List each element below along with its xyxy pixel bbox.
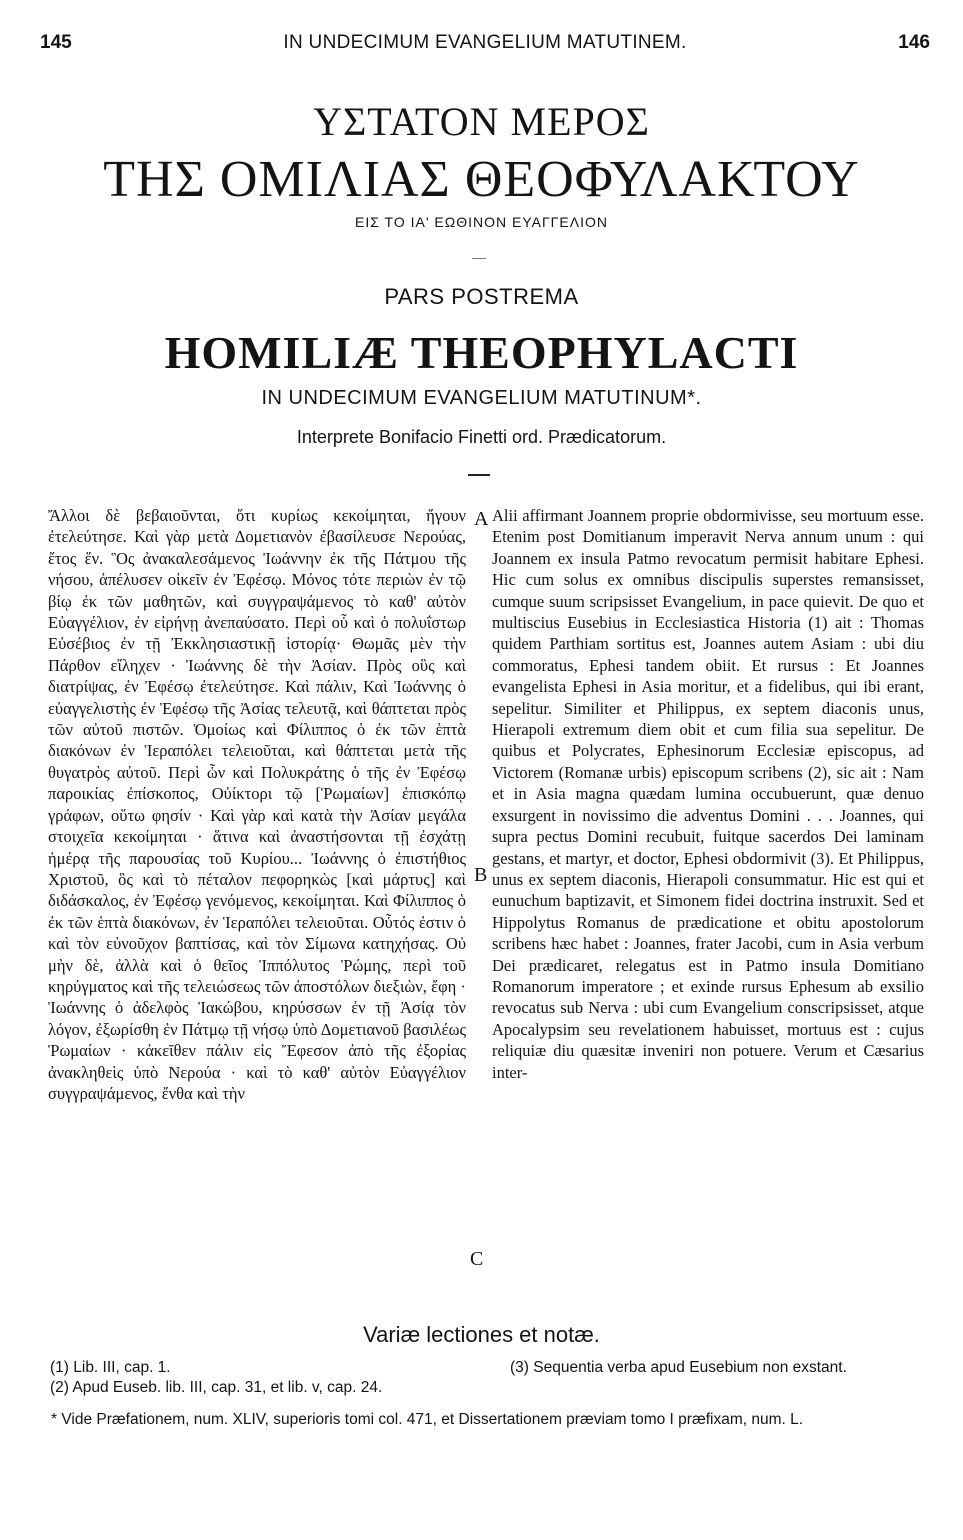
greek-title-line-1: ΥΣΤΑΤΟΝ ΜΕΡΟΣ xyxy=(313,99,650,144)
running-title: IN UNDECIMUM EVANGELIUM MATUTINEM. xyxy=(283,32,687,53)
running-header xyxy=(40,32,930,60)
page-number-left: 145 xyxy=(40,32,72,53)
margin-marker-c: C xyxy=(470,1248,484,1270)
note-2: (2) Apud Euseb. lib. III, cap. 31, et lib. v, cap. 24. xyxy=(50,1379,383,1396)
latin-title-line-2: HOMILIÆ THEOPHYLACTI xyxy=(164,327,799,378)
notes-heading: Variæ lectiones et notæ. xyxy=(363,1322,600,1347)
latin-column xyxy=(492,505,924,1083)
note-3: (3) Sequentia verba apud Eusebium non exstant. xyxy=(510,1359,847,1376)
margin-marker-b: B xyxy=(474,864,488,886)
latin-title-line-1: PARS POSTREMA xyxy=(384,284,579,309)
translator-line: Interprete Bonifacio Finetti ord. Prædicatorum. xyxy=(296,427,667,447)
greek-paragraph: Ἄλλοι δὲ βεβαιοῦνται, ὅτι κυρίως κεκοίμηται, ἤγουν ἐτελεύτησε. Καὶ γὰρ μετὰ Δομετιανὸν ἐβασίλευσε Νερούας, ἔτος ἕν. Ὃς ἀνακαλεσάμενος Ἰωάννην ἐκ τῆς Πάτμου τῆς νήσου, ἀπέλυσεν οἰκεῖν ἐν Ἐφέσῳ. Μόνος τότε περιὼν ἐν τῷ βίῳ ἐκ τῶν μαθητῶν, καὶ συγγραψάμενος τὸ καθ' αὐτὸν Εὐαγγέλιον, ἐν εἰρήνῃ ἀνεπαύσατο. Περὶ οὗ καὶ ὁ πολυΐστωρ Εὐσέβιος ἐν τῇ Ἐκκλησιαστικῇ ἱστορίᾳ· Θωμᾶς μὲν τὴν Πάρθον εἴληχεν · Ἰωάννης δὲ τὴν Ἀσίαν. Πρὸς οὓς καὶ διατρίψας, ἐν Ἐφέσῳ ἐτελεύτησε. Καὶ πάλιν, Καὶ Ἰωάννης ὁ εὐαγγελιστὴς ἐν Ἐφέσῳ τῆς Ἀσίας τελευτᾷ, καὶ θάπτεται πρὸς τῶν αὐτοῦ πιστῶν. Ὁμοίως καὶ Φίλιππος ὁ ἐκ τῶν ἑπτὰ διακόνων ἐν Ἱεραπόλει τελειοῦται, καὶ θάπτεται μετὰ τῆς θυγατρὸς αὐτοῦ. Περὶ ὧν καὶ Πολυκράτης ὁ τῆς ἐν Ἐφέσῳ παροικίας ἐπίσκοπος, Οὐίκτορι τῷ [Ῥωμαίων] ἐπισκόπῳ γράφων, οὕτω φησίν · Καὶ γὰρ καὶ κατὰ τὴν Ἀσίαν μεγάλα στοιχεῖα κεκοίμηται · ἅτινα καὶ ἀναστήσονται τῇ ἐσχάτῃ ἡμέρᾳ τῆς παρουσίας τοῦ Κυρίου... Ἰωάννης ὁ ἐπιστήθιος Χριστοῦ, ὃς καὶ τὸ πέταλον πεφορηκὼς [καὶ μάρτυς] καὶ διδάσκαλος, ἐν Ἐφέσῳ γενόμενος, κεκοίμηται. Καὶ Φίλιππος ὁ ἐκ τῶν ἑπτὰ διακόνων, ἐν Ἱεραπόλει τελειοῦται. Οὗτός ἐστιν ὁ καὶ τὸν εὐνοῦχον βαπτίσας, καὶ τὸν Σίμωνα κατηχήσας. Οὐ μὴν δὲ, ἀλλὰ καὶ ὁ θεῖος Ἱππόλυτος Ῥώμης, περὶ τοῦ κηρύγματος καὶ τῆς τελειώσεως τῶν ἀποστόλων διεξιὼν, ἔφη · Ἰωάννης ὁ ἀδελφὸς Ἰακώβου, κηρύσσων ἐν τῇ Ἀσίᾳ τὸν λόγον, ἐξωρίσθη ἐν Πάτμῳ τῇ νήσῳ ὑπὸ Δομετιανοῦ βασιλέως Ῥωμαίων · κἀκεῖθεν πάλιν εἰς Ἔφεσον ἀπὸ τῆς ἐξορίας ἀνακληθεὶς ὑπὸ Νερούα · καὶ τὸ καθ' αὐτὸν Εὐαγγέλιον συγγραψάμενος, ἔνθα καὶ τὴν xyxy=(48,506,466,1103)
greek-title-line-3: ΕΙΣ ΤΟ ΙΑ' ΕΩΘΙΝΟΝ ΕΥΑΓΓΕΛΙΟΝ xyxy=(355,214,608,230)
notes-left-column xyxy=(50,1358,480,1398)
section-divider xyxy=(468,474,490,476)
footnote: * Vide Præfationem, num. XLIV, superioris tomi col. 471, et Dissertationem præviam tomo I præfixam, num. L. xyxy=(51,1411,804,1428)
greek-title-line-2: ΤΗΣ ΟΜΙΛΙΑΣ ΘΕΟΦΥΛΑΚΤΟΥ xyxy=(103,151,860,208)
note-1: (1) Lib. III, cap. 1. xyxy=(50,1359,171,1376)
notes-right-column xyxy=(510,1358,930,1378)
greek-column xyxy=(48,505,466,1104)
latin-paragraph: Alii affirmant Joannem proprie obdormivisse, seu mortuum esse. Etenim post Domitianum imperavit Nerva annum unum : qui Joannem ex insula Patmo revocatum permisit habitare Ephesi. Hic cum solus ex omnibus discipulis superstes remansisset, cumque suum scripsisset Evangelium, in pace quievit. De quo et multiscius Eusebius in Ecclesiastica Historia (1) ait : Thomas quidem Parthiam sortitus est, Joannes autem Asiam : ubi diu commoratus, Ephesi tandem obiit. Et rursus : Et Joannes evangelista Ephesi in Asia moritur, et a fidelibus, qui ibi erant, sepelitur. Similiter et Philippus, ex septem diaconis unus, Hierapoli extremum diem obit et cum filia sua sepelitur. De quibus et Polycrates, Ephesinorum Ecclesiæ episcopus, ad Victorem (Romanæ urbis) episcopum scribens (2), sic ait : Nam et in Asia magna quædam lumina occubuerunt, quæ denuo exsurgent in novissimo die adventus Domini . . . Joannes, qui supra pectus Domini recubuit, fuitque sacerdos Dei laminam gestans, et martyr, et doctor, Ephesi obdormivit (3). Et Philippus, unus ex septem diaconis, Hierapoli consummatur. Hic est qui et eunuchum baptizavit, et Simonem fidei doctrina instruxit. Sed et Hippolytus Romanus de prædicatione et obitu apostolorum scribens hæc habet : Joannes, frater Jacobi, cum in Asia verbum Dei prædicaret, relegatus est in Patmo insula Domitiano Romanorum imperatore ; et exinde rursus Ephesum ab exsilio revocatus sub Nerva : ubi cum Evangelium conscripsisset, atque Apocalypsim seu revelationem habuisset, mortuus est : cujus reliquiæ diu quæsitæ inveniri non potuere. Verum et Cæsarius inter- xyxy=(492,506,924,1082)
latin-title-line-3: IN UNDECIMUM EVANGELIUM MATUTINUM*. xyxy=(261,387,702,409)
margin-marker-a: A xyxy=(474,508,489,530)
page-number-right: 146 xyxy=(898,32,930,53)
title-divider xyxy=(472,258,486,259)
